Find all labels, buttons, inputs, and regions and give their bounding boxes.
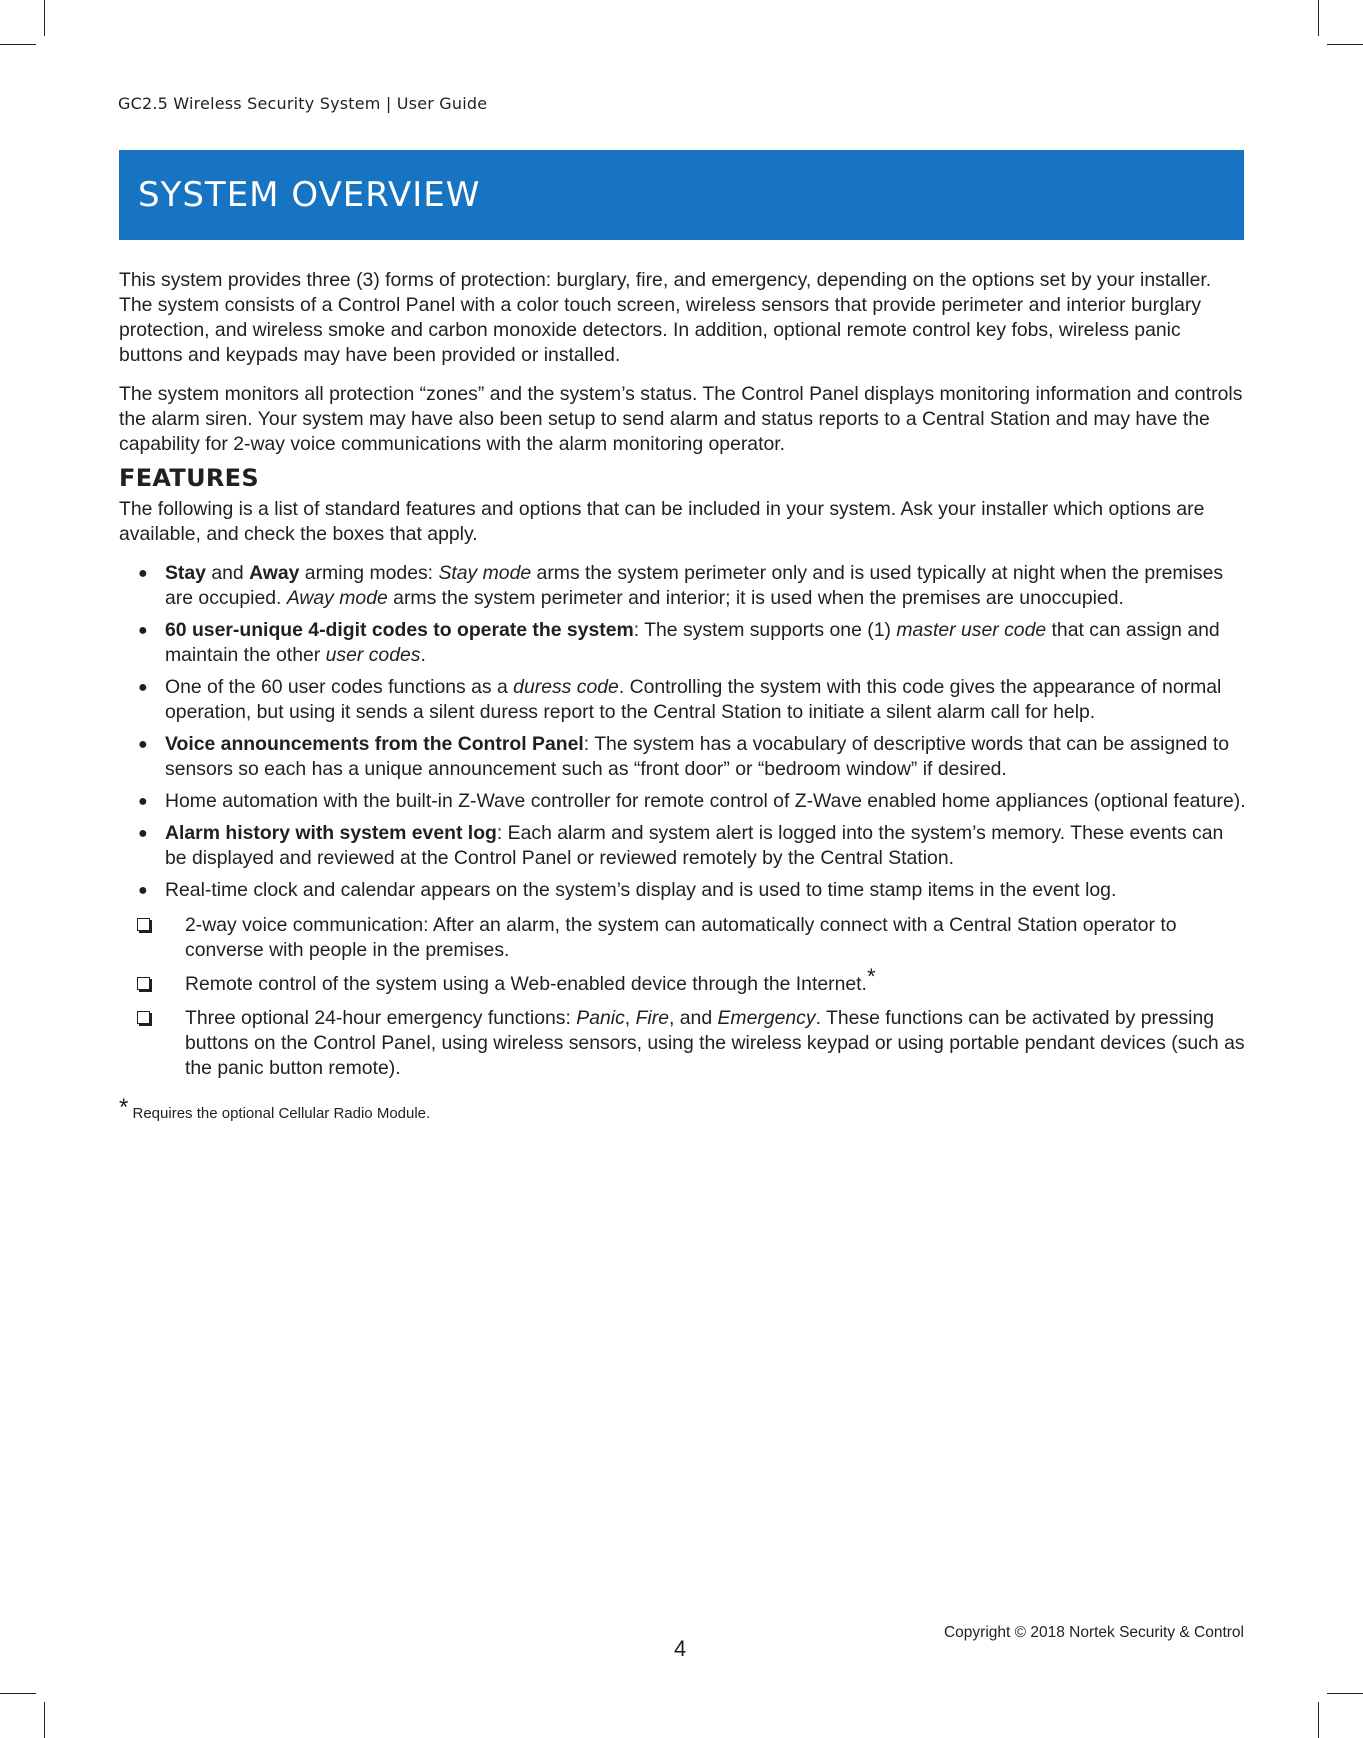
bullet-icon: ● bbox=[138, 565, 148, 582]
list-item bbox=[119, 789, 1247, 814]
list-item bbox=[119, 618, 1247, 668]
intro-paragraph: The system monitors all protection “zones” and the system’s status. The Control Panel displays monitoring information and controls the alarm siren. Your system may have also been setup to send alarm and status reports to a Central Station and may have the capability for 2-way voice communications with the alarm monitoring operator. bbox=[119, 383, 1243, 455]
list-item bbox=[119, 675, 1247, 725]
italic-term: Panic bbox=[576, 1007, 625, 1029]
option-item bbox=[119, 913, 1247, 963]
italic-term: Stay mode bbox=[438, 562, 532, 584]
crop-mark bbox=[1327, 44, 1363, 45]
page-number: 4 bbox=[674, 1636, 687, 1661]
italic-term: Away mode bbox=[286, 587, 388, 609]
crop-mark bbox=[1318, 1702, 1319, 1738]
item-text: One of the 60 user codes functions as a bbox=[165, 676, 514, 698]
feature-list bbox=[119, 561, 1247, 903]
item-text: arms the system perimeter and interior; it is used when the premises are unoccupied. bbox=[387, 587, 1124, 609]
italic-term: Fire bbox=[635, 1007, 669, 1029]
option-item bbox=[119, 964, 1247, 997]
bullet-icon: ● bbox=[138, 736, 148, 753]
list-item bbox=[119, 561, 1247, 611]
crop-mark bbox=[44, 1702, 45, 1738]
crop-mark bbox=[44, 0, 45, 36]
copyright-notice: Copyright © 2018 Nortek Security & Control bbox=[943, 1624, 1244, 1641]
item-text: Three optional 24-hour emergency functions: bbox=[185, 1007, 577, 1029]
crop-mark bbox=[0, 1693, 36, 1694]
italic-term: duress code bbox=[513, 676, 619, 698]
list-item bbox=[119, 821, 1247, 871]
document-body bbox=[119, 268, 1247, 1126]
item-text: Remote control of the system using a Web-enabled device through the Internet. bbox=[185, 973, 867, 995]
item-text: , and bbox=[668, 1007, 718, 1029]
checkbox-icon[interactable] bbox=[137, 977, 150, 990]
item-text: arms the system perimeter only and is used typically at night when the premises are occupied. bbox=[165, 562, 1224, 609]
item-text: arming modes: bbox=[299, 562, 439, 584]
item-text: 2-way voice communication: After an alarm, the system can automatically connect with a Central Station operator to converse with people in the premises. bbox=[185, 914, 1177, 961]
bullet-icon: ● bbox=[138, 793, 148, 810]
option-item bbox=[119, 1006, 1247, 1081]
footnote-mark: * bbox=[866, 964, 876, 989]
features-heading: FEATURES bbox=[119, 464, 259, 492]
italic-term: Emergency bbox=[717, 1007, 816, 1029]
item-text: . bbox=[420, 644, 426, 666]
footnote-text: Requires the optional Cellular Radio Module. bbox=[128, 1105, 431, 1122]
item-text: , bbox=[624, 1007, 636, 1029]
bullet-icon: ● bbox=[138, 882, 148, 899]
title-banner bbox=[119, 150, 1244, 240]
bold-term: Alarm history with system event log bbox=[165, 822, 497, 844]
list-item bbox=[119, 732, 1247, 782]
item-text: and bbox=[205, 562, 250, 584]
item-text: . These functions can be activated by pressing buttons on the Control Panel, using wireless sensors, using the wireless keypad or using portable pendant devices (such as the panic button remote). bbox=[185, 1007, 1245, 1079]
crop-mark bbox=[0, 44, 36, 45]
list-item bbox=[119, 878, 1247, 903]
bold-term: Stay bbox=[165, 562, 206, 584]
bullet-icon: ● bbox=[138, 679, 148, 696]
item-text: : Each alarm and system alert is logged into the system’s memory. These events can be displayed and reviewed at the Control Panel or reviewed remotely by the Central Station. bbox=[165, 822, 1224, 869]
bullet-icon: ● bbox=[138, 825, 148, 842]
option-checklist bbox=[119, 913, 1247, 1081]
item-text: that can assign and maintain the other bbox=[165, 619, 1220, 666]
footnote bbox=[119, 1094, 1247, 1126]
crop-mark bbox=[1327, 1693, 1363, 1694]
italic-term: master user code bbox=[896, 619, 1047, 641]
footnote-mark: * bbox=[119, 1094, 129, 1121]
item-text: Home automation with the built-in Z-Wave controller for remote control of Z-Wave enabled home appliances (optional feature). bbox=[165, 790, 1246, 812]
item-text: Real-time clock and calendar appears on the system’s display and is used to time stamp items in the event log. bbox=[165, 879, 1117, 901]
bold-term: Away bbox=[249, 562, 300, 584]
checkbox-icon[interactable] bbox=[137, 918, 150, 931]
item-text: . Controlling the system with this code gives the appearance of normal operation, but using it sends a silent duress report to the Central Station to initiate a silent alarm call for help. bbox=[165, 676, 1222, 723]
page-title: SYSTEM OVERVIEW bbox=[138, 175, 481, 215]
item-text: : The system has a vocabulary of descriptive words that can be assigned to sensors so each has a unique announcement such as “front door” or “bedroom window” if desired. bbox=[165, 733, 1230, 780]
bullet-icon: ● bbox=[138, 622, 148, 639]
bold-term: Voice announcements from the Control Panel bbox=[165, 733, 584, 755]
bold-term: 60 user-unique 4-digit codes to operate the system bbox=[165, 619, 634, 641]
running-header: GC2.5 Wireless Security System | User Guide bbox=[118, 94, 488, 113]
italic-term: user codes bbox=[325, 644, 421, 666]
crop-mark bbox=[1318, 0, 1319, 36]
intro-paragraph: This system provides three (3) forms of protection: burglary, fire, and emergency, depending on the options set by your installer. The system consists of a Control Panel with a color touch screen, wireless sensors that provide perimeter and interior burglary protection, and wireless smoke and carbon monoxide detectors. In addition, optional remote control key fobs, wireless panic buttons and keypads may have been provided or installed. bbox=[119, 269, 1212, 366]
item-text: : The system supports one (1) bbox=[633, 619, 897, 641]
checkbox-icon[interactable] bbox=[137, 1011, 150, 1024]
features-intro: The following is a list of standard features and options that can be included in your system. Ask your installer which options are available, and check the boxes that apply. bbox=[119, 498, 1205, 545]
